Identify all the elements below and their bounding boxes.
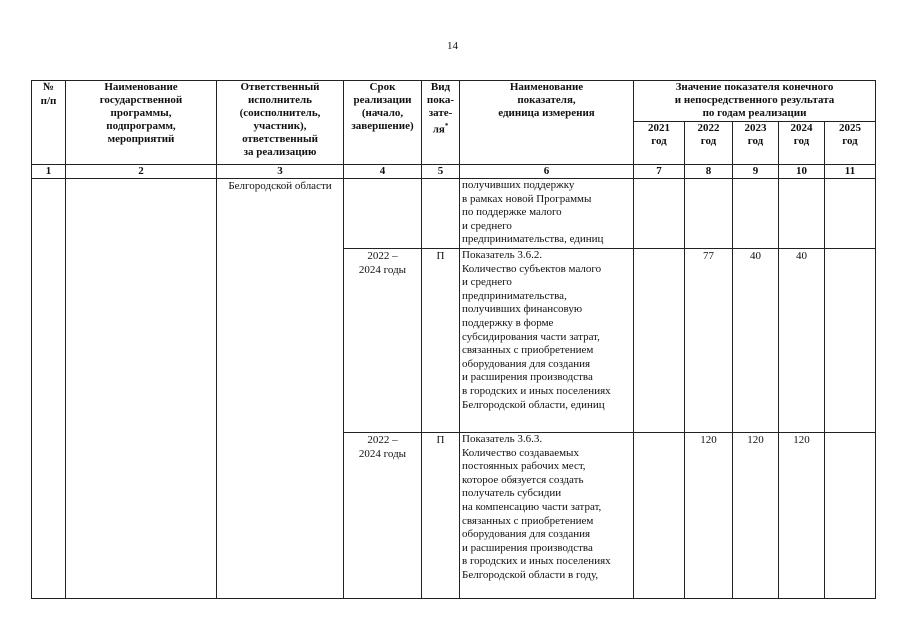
cell-period: 2022 – 2024 годы (344, 249, 422, 433)
cell-value: 120 (733, 433, 779, 599)
cell-period (344, 179, 422, 249)
cell-type: П (422, 433, 460, 599)
cell-value (825, 179, 876, 249)
cell-value (634, 179, 685, 249)
cell-value (825, 249, 876, 433)
cell-value (733, 179, 779, 249)
table-row (32, 179, 876, 249)
cell-value (685, 179, 733, 249)
cell-responsible: Белгородской области (217, 179, 344, 599)
cell-type: П (422, 249, 460, 433)
cell-indicator: Показатель 3.6.2. Количество субъектов малого и среднего предпринимательства, получивших финансовую поддержку в форме субсидирования части затрат, связанных с приобретением оборудования для создания и расширения производства в городских и иных поселениях Белгородской области, единиц (460, 249, 634, 433)
cell-value: 77 (685, 249, 733, 433)
cell-value: 120 (685, 433, 733, 599)
column-number: 11 (825, 165, 876, 179)
column-number: 1 (32, 165, 66, 179)
header-indicator-type: Вид пока- зате- ля* (422, 81, 460, 165)
column-number: 8 (685, 165, 733, 179)
column-number: 10 (779, 165, 825, 179)
column-number: 9 (733, 165, 779, 179)
column-number: 5 (422, 165, 460, 179)
cell-program (66, 179, 217, 599)
cell-value (634, 249, 685, 433)
cell-value: 120 (779, 433, 825, 599)
cell-period: 2022 – 2024 годы (344, 433, 422, 599)
column-number: 4 (344, 165, 422, 179)
header-number: № п/п (32, 81, 66, 165)
header-period: Срок реализации (начало, завершение) (344, 81, 422, 165)
indicators-table (31, 80, 876, 599)
header-responsible: Ответственный исполнитель (соисполнитель, участник), ответственный за реализацию (217, 81, 344, 165)
header-year: 2025 год (825, 122, 876, 165)
column-numbers-row (32, 165, 876, 179)
header-year: 2023 год (733, 122, 779, 165)
cell-indicator: Показатель 3.6.3. Количество создаваемых постоянных рабочих мест, которое обязуется создать получатель субсидии на компенсацию части затрат, связанных с приобретением оборудования для создания и расширения производства в городских и иных поселениях Белгородской области в году, (460, 433, 634, 599)
cell-value (634, 433, 685, 599)
cell-value (779, 179, 825, 249)
header-program: Наименование государственной программы, подпрограмм, мероприятий (66, 81, 217, 165)
header-year: 2021 год (634, 122, 685, 165)
column-number: 7 (634, 165, 685, 179)
cell-indicator: получивших поддержку в рамках новой Программы по поддержке малого и среднего предпринимательства, единиц (460, 179, 634, 249)
cell-value (825, 433, 876, 599)
header-values-group: Значение показателя конечного и непосредственного результата по годам реализации (634, 81, 876, 122)
header-year: 2024 год (779, 122, 825, 165)
header-row (32, 81, 876, 122)
cell-type (422, 179, 460, 249)
column-number: 3 (217, 165, 344, 179)
cell-value: 40 (779, 249, 825, 433)
column-number: 6 (460, 165, 634, 179)
page-number: 14 (447, 40, 458, 52)
header-indicator-name: Наименование показателя, единица измерения (460, 81, 634, 165)
header-year: 2022 год (685, 122, 733, 165)
cell-value: 40 (733, 249, 779, 433)
footnote-mark: * (444, 122, 449, 130)
cell-number (32, 179, 66, 599)
column-number: 2 (66, 165, 217, 179)
